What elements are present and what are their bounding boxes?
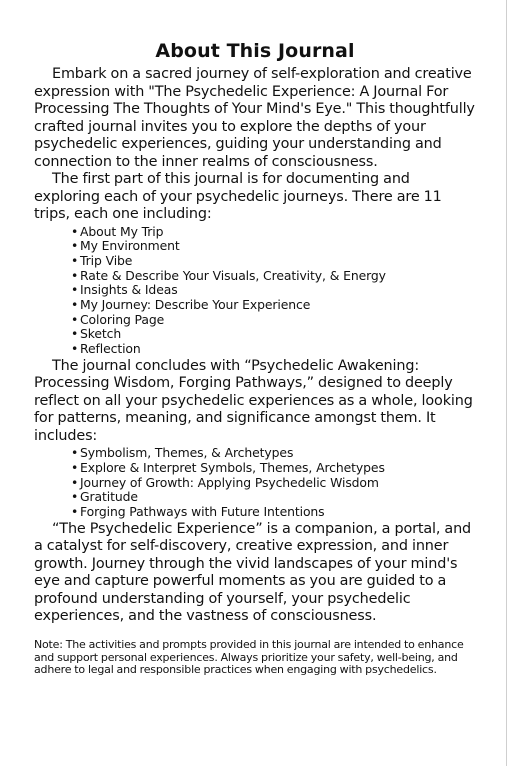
list-item: • Coloring Page [71, 313, 476, 328]
list-item: • Forging Pathways with Future Intentions [71, 505, 476, 520]
list-item: • Journey of Growth: Applying Psychedelic Wisdom [71, 476, 476, 491]
list-item: • Insights & Ideas [71, 283, 476, 298]
trip-contents-list [71, 225, 476, 357]
list-item: • Explore & Interpret Symbols, Themes, Archetypes [71, 461, 476, 476]
list-item: • Trip Vibe [71, 254, 476, 269]
list-item: • My Journey: Describe Your Experience [71, 298, 476, 313]
page-content [34, 40, 476, 688]
list-item: • About My Trip [71, 225, 476, 240]
conclusion-paragraph: The journal concludes with “Psychedelic Awakening: Processing Wisdom, Forging Pathways,” designed to deeply reflect on all your psychedelic experiences as a whole, looking for patterns, meaning, and significance amongst them. It includes: [34, 357, 473, 444]
page-title: About This Journal [155, 40, 355, 62]
conclusion-contents-list [71, 446, 476, 520]
list-item: • Gratitude [71, 490, 476, 505]
list-item: • Symbolism, Themes, & Archetypes [71, 446, 476, 461]
list-item: • Rate & Describe Your Visuals, Creativity, & Energy [71, 269, 476, 284]
list-item: • Reflection [71, 342, 476, 357]
list-item: • Sketch [71, 327, 476, 342]
intro-paragraph: Embark on a sacred journey of self-exploration and creative expression with "The Psychedelic Experience: A Journal For Processing The Thoughts of Your Mind's Eye." This thoughtfully crafted journal invites you to explore the depths of your psychedelic experiences, guiding your understanding and connection to the inner realms of consciousness. [34, 66, 475, 170]
companion-paragraph: “The Psychedelic Experience” is a companion, a portal, and a catalyst for self-discovery, creative expression, and inner growth. Journey through the vivid landscapes of your mind's eye and capture powerful moments as you are guided to a profound understanding of yourself, your psychedelic experiences, and the vastness of consciousness. [34, 520, 472, 625]
first-part-paragraph: The first part of this journal is for documenting and exploring each of your psychedelic journeys. There are 11 trips, each one including: [34, 171, 442, 222]
safety-note: Note: The activities and prompts provided in this journal are intended to enhance and support personal experiences. Always prioritize your safety, well-being, and adhere to legal and responsible practices when engaging with psychedelics. [34, 637, 464, 677]
list-item: • My Environment [71, 239, 476, 254]
